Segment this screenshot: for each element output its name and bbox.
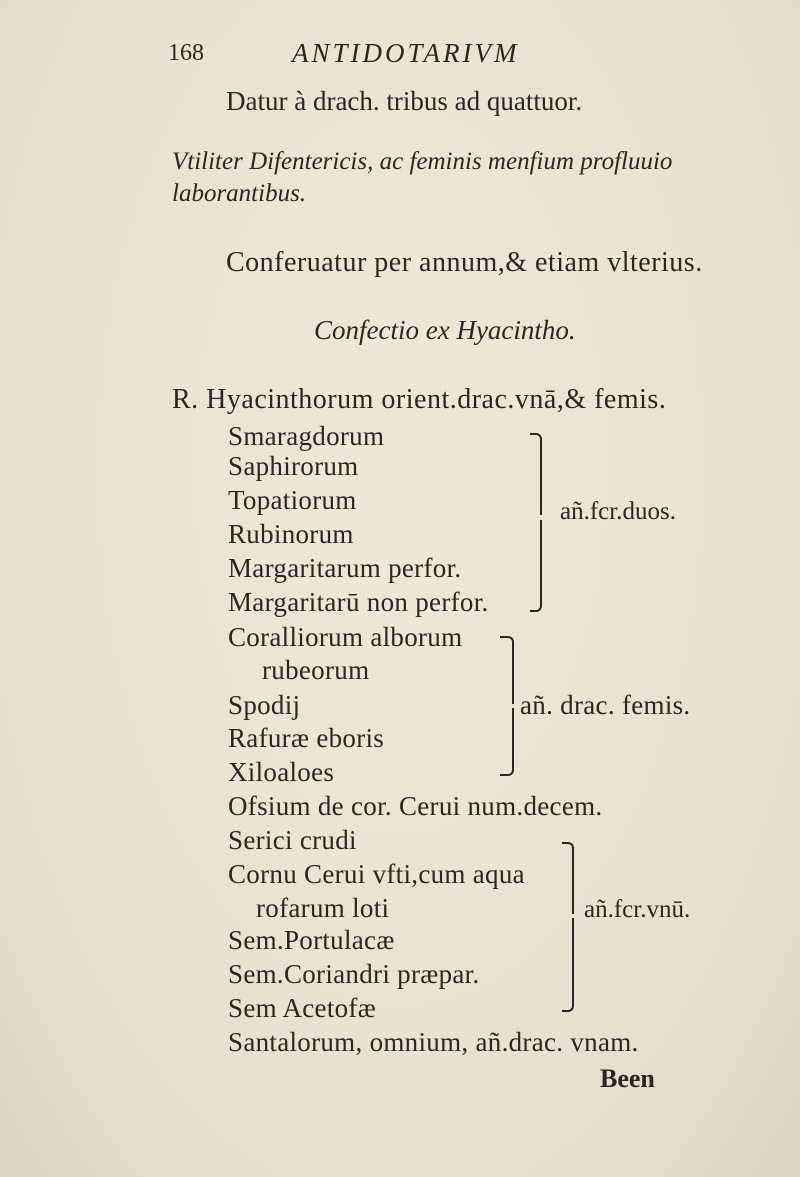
ingredient-margaritarum-perfor: Margaritarum perfor. [228, 553, 462, 583]
ingredient-topatiorum: Topatiorum [228, 485, 357, 515]
ingredient-serici-crudi: Serici crudi [228, 825, 357, 855]
dose-line: Datur à drach. tribus ad quattuor. [226, 86, 583, 116]
ingredient-rubinorum: Rubinorum [228, 519, 354, 549]
ingredient-margaritarum-non-perfor: Margaritarū non perfor. [228, 587, 489, 617]
brace-group-1-bottom [530, 520, 542, 612]
dose-group-2: añ. drac. femis. [520, 690, 691, 720]
ingredient-coralliorum-alborum: Coralliorum alborum [228, 622, 463, 652]
ingredient-sem-acetosae: Sem Acetofæ [228, 993, 377, 1023]
ingredient-xiloaloes: Xiloaloes [228, 757, 335, 787]
ingredient-rosarum-loti: rofarum loti [256, 893, 390, 923]
ingredient-sem-portulacae: Sem.Portulacæ [228, 925, 395, 955]
ingredient-saphirorum: Saphirorum [228, 451, 359, 481]
catchword: Been [600, 1064, 655, 1093]
ingredient-smaragdorum: Smaragdorum [228, 421, 385, 451]
confectio-title: Confectio ex Hyacintho. [314, 315, 576, 345]
brace-group-1-top [530, 433, 542, 515]
ingredient-spodij: Spodij [228, 690, 301, 720]
section-heading-line-2: laborantibus. [172, 180, 307, 207]
brace-group-3-bottom [562, 918, 574, 1012]
ingredient-rasurae-eboris: Rafuræ eboris [228, 723, 385, 753]
ingredient-rubeorum: rubeorum [262, 655, 370, 685]
ossium-line: Ofsium de cor. Cerui num.decem. [228, 791, 603, 821]
brace-group-3-top [562, 842, 574, 914]
dose-group-1: añ.fcr.duos. [560, 498, 676, 525]
running-title: ANTIDOTARIVM [292, 38, 520, 68]
page-number: 168 [168, 40, 204, 66]
ingredient-sem-coriandri: Sem.Coriandri præpar. [228, 959, 480, 989]
brace-group-2-bottom [500, 708, 514, 776]
brace-group-2-top [500, 636, 514, 704]
santalorum-line: Santalorum, omnium, añ.drac. vnam. [228, 1027, 639, 1057]
section-heading-line-1: Vtiliter Difentericis, ac feminis menfium profluuio [172, 148, 673, 175]
recipe-first-line: R. Hyacinthorum orient.drac.vnā,& femis. [172, 384, 667, 415]
ingredient-cornu-cerui: Cornu Cerui vfti,cum aqua [228, 859, 525, 889]
preservation-line: Conferuatur per annum,& etiam vlterius. [226, 247, 703, 278]
dose-group-3: añ.fcr.vnū. [584, 896, 691, 923]
